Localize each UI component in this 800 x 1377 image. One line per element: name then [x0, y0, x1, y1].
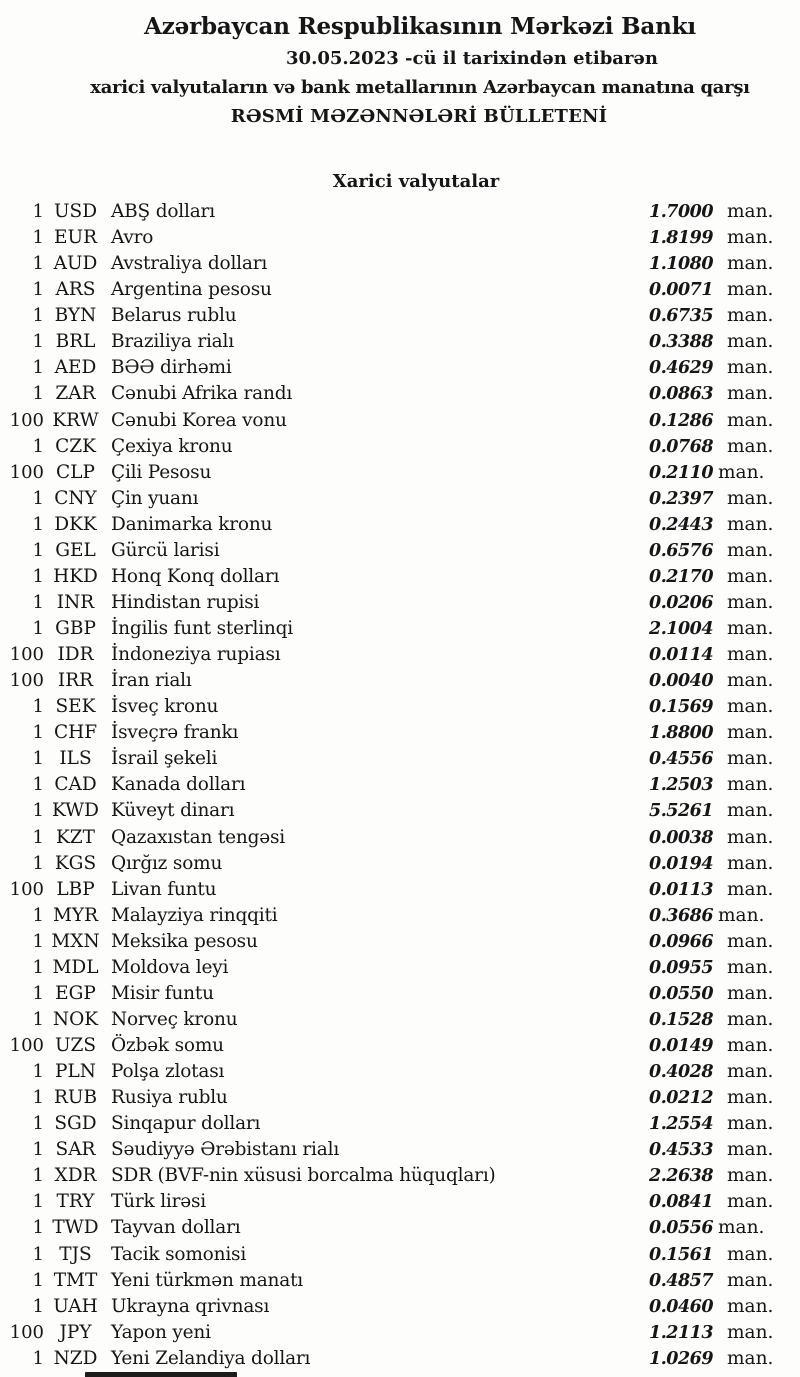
quantity: 1	[32, 1295, 44, 1317]
currency-code: NOK	[52, 1008, 99, 1030]
table-row	[0, 955, 800, 981]
currency-code: GBP	[55, 618, 96, 639]
table-row	[0, 1242, 800, 1268]
quantity: 100	[9, 1321, 44, 1343]
unit-label: man.	[718, 1217, 765, 1239]
effective-date-line: 30.05.2023 -cü il tarixindən etibarən	[286, 48, 658, 69]
rate-value: 1.2554	[649, 1114, 713, 1135]
table-row	[0, 1320, 800, 1346]
table-row	[0, 772, 800, 798]
table-row	[0, 303, 800, 329]
unit-label: man.	[727, 982, 774, 1004]
table-row	[0, 225, 800, 251]
table-row	[0, 903, 800, 929]
unit-label: man.	[727, 930, 774, 952]
currency-code: KZT	[55, 826, 95, 848]
unit-label: man.	[727, 1139, 774, 1161]
currency-name: İsveçrə frankı	[111, 722, 239, 744]
section-title-foreign-currencies: Xarici valyutalar	[332, 171, 500, 192]
quantity: 1	[32, 748, 44, 770]
currency-code: AUD	[53, 253, 98, 275]
bulletin-title: RƏSMİ MƏZƏNNƏLƏRİ BÜLLETENİ	[230, 106, 608, 127]
currency-code: TRY	[56, 1191, 95, 1213]
rate-value: 0.3388	[649, 332, 713, 353]
unit-label: man.	[727, 383, 774, 405]
currency-code: CHF	[53, 722, 98, 744]
currency-name: Çili Pesosu	[111, 461, 212, 483]
quantity: 100	[9, 409, 44, 431]
currency-code: USD	[53, 201, 98, 222]
quantity: 1	[32, 227, 44, 249]
table-row	[0, 1033, 800, 1059]
quantity: 1	[32, 539, 44, 561]
currency-code: RUB	[53, 1087, 98, 1109]
currency-code: IDR	[57, 644, 94, 666]
cutoff-next-row-artifact	[85, 1372, 237, 1377]
unit-label: man.	[727, 1165, 774, 1187]
rate-value: 2.1004	[649, 619, 713, 639]
currency-name: Belarus rublu	[111, 305, 237, 327]
unit-label: man.	[727, 591, 774, 613]
rate-value: 0.0841	[649, 1192, 713, 1213]
currency-name: İran rialı	[111, 670, 192, 692]
unit-label: man.	[727, 1087, 774, 1109]
currency-code: EUR	[53, 227, 98, 249]
quantity: 1	[32, 800, 44, 822]
table-row	[0, 1346, 800, 1372]
rate-value: 5.5261	[649, 801, 713, 822]
table-row	[0, 329, 800, 355]
rate-value: 2.2638	[649, 1166, 713, 1187]
quantity: 1	[32, 565, 44, 587]
rate-value: 0.2397	[649, 488, 713, 509]
currency-code: ILS	[59, 748, 92, 770]
table-row	[0, 381, 800, 407]
quantity: 100	[9, 670, 44, 692]
currency-code: BYN	[54, 305, 97, 327]
unit-label: man.	[727, 1295, 774, 1317]
rate-value: 0.2443	[649, 514, 713, 535]
currency-code: MXN	[51, 930, 100, 952]
rate-value: 1.2113	[649, 1322, 713, 1343]
rate-value: 0.0768	[649, 436, 713, 457]
unit-label: man.	[727, 1061, 774, 1083]
unit-label: man.	[727, 1113, 774, 1135]
quantity: 1	[32, 696, 44, 718]
currency-name: Cənubi Afrika randı	[111, 383, 293, 405]
rate-value: 0.0955	[649, 957, 713, 978]
currency-code: PLN	[55, 1061, 96, 1083]
quantity: 1	[32, 904, 44, 926]
currency-code: XDR	[54, 1165, 97, 1187]
quantity: 1	[32, 826, 44, 848]
currency-name: Honq Konq dolları	[111, 565, 280, 587]
currency-name: İsrail şekeli	[111, 748, 218, 770]
currency-code: IRR	[57, 670, 94, 692]
unit-label: man.	[727, 227, 774, 249]
currency-code: BRL	[55, 331, 96, 353]
quantity: 100	[9, 878, 44, 900]
table-row	[0, 199, 800, 225]
quantity: 1	[32, 487, 44, 509]
currency-code: HKD	[53, 565, 98, 587]
quantity: 1	[32, 774, 44, 796]
table-row	[0, 668, 800, 694]
quantity: 1	[32, 1243, 44, 1265]
currency-code: CZK	[55, 435, 96, 457]
table-row	[0, 277, 800, 303]
currency-name: Argentina pesosu	[111, 279, 272, 301]
unit-label: man.	[727, 1191, 774, 1213]
currency-code: JPY	[59, 1321, 92, 1343]
rate-value: 0.4857	[649, 1270, 713, 1291]
quantity: 1	[32, 1087, 44, 1109]
unit-label: man.	[727, 748, 774, 770]
table-row	[0, 512, 800, 538]
currency-code: SEK	[55, 696, 96, 718]
currency-name: Malayziya rinqqiti	[111, 904, 278, 926]
rate-value: 0.0966	[649, 931, 713, 952]
table-row	[0, 486, 800, 512]
rate-value: 0.0212	[649, 1088, 713, 1109]
unit-label: man.	[718, 904, 765, 926]
unit-label: man.	[727, 1035, 774, 1056]
quantity: 1	[32, 383, 44, 405]
quantity: 1	[32, 618, 44, 639]
currency-name: Meksika pesosu	[111, 930, 258, 952]
rate-value: 0.0114	[649, 645, 713, 666]
currency-code: SAR	[55, 1139, 96, 1161]
currency-name: İndoneziya rupiası	[111, 644, 281, 666]
unit-label: man.	[727, 1269, 774, 1291]
table-row	[0, 720, 800, 746]
currency-code: TJS	[59, 1243, 92, 1265]
table-row	[0, 1137, 800, 1163]
unit-label: man.	[718, 461, 765, 483]
rates-table	[0, 199, 800, 1372]
currency-code: KWD	[51, 800, 99, 822]
currency-name: Qazaxıstan tengəsi	[111, 826, 285, 848]
currency-code: TMT	[53, 1269, 98, 1291]
rate-value: 1.2503	[649, 775, 713, 796]
currency-name: Yeni türkmən manatı	[111, 1269, 304, 1291]
currency-name: Misir funtu	[111, 982, 214, 1004]
currency-name: Braziliya rialı	[111, 331, 234, 353]
unit-label: man.	[727, 435, 774, 457]
unit-label: man.	[727, 279, 774, 301]
currency-name: Ukrayna qrivnası	[111, 1295, 270, 1317]
currency-name: Gürcü larisi	[111, 539, 220, 561]
quantity: 1	[32, 357, 44, 379]
unit-label: man.	[727, 1321, 774, 1343]
rate-value: 1.8199	[649, 228, 713, 249]
table-row	[0, 1111, 800, 1137]
currency-code: KGS	[54, 852, 97, 874]
unit-label: man.	[727, 1008, 774, 1030]
quantity: 1	[32, 982, 44, 1004]
quantity: 1	[32, 1113, 44, 1135]
currency-name: Avstraliya dolları	[111, 253, 268, 275]
currency-name: Cənubi Korea vonu	[111, 409, 287, 431]
rate-value: 0.4533	[649, 1140, 713, 1161]
bank-title: Azərbaycan Respublikasının Mərkəzi Bankı	[144, 13, 696, 40]
table-row	[0, 877, 800, 903]
quantity: 100	[9, 1035, 44, 1056]
quantity: 1	[32, 852, 44, 874]
currency-code: UZS	[54, 1035, 97, 1056]
rate-value: 0.0038	[649, 827, 713, 848]
table-row	[0, 538, 800, 564]
table-row	[0, 1294, 800, 1320]
currency-name: Yeni Zelandiya dolları	[111, 1347, 311, 1369]
rate-value: 0.1286	[649, 410, 713, 431]
quantity: 1	[32, 1165, 44, 1187]
currency-name: Küveyt dinarı	[111, 800, 235, 822]
quantity: 1	[32, 1191, 44, 1213]
unit-label: man.	[727, 305, 774, 327]
unit-label: man.	[727, 1347, 774, 1369]
currency-name: BƏƏ dirhəmi	[111, 357, 232, 379]
unit-label: man.	[727, 644, 774, 666]
table-row	[0, 408, 800, 434]
rate-value: 0.4629	[649, 358, 713, 379]
table-row	[0, 1268, 800, 1294]
currency-name: Danimarka kronu	[111, 513, 273, 535]
quantity: 1	[32, 1061, 44, 1083]
rate-value: 0.2170	[649, 566, 713, 587]
rate-value: 0.0460	[649, 1296, 713, 1317]
table-row	[0, 1189, 800, 1215]
table-row	[0, 1085, 800, 1111]
currency-name: Hindistan rupisi	[111, 591, 260, 613]
unit-label: man.	[727, 201, 774, 222]
currency-code: ZAR	[55, 383, 96, 405]
unit-label: man.	[727, 670, 774, 692]
table-row	[0, 564, 800, 590]
currency-code: GEL	[55, 539, 96, 561]
currency-name: Norveç kronu	[111, 1008, 238, 1030]
currency-name: İngilis funt sterlinqi	[111, 618, 294, 639]
quantity: 1	[32, 253, 44, 275]
table-row	[0, 590, 800, 616]
currency-name: İsveç kronu	[111, 696, 219, 718]
table-row	[0, 251, 800, 277]
rate-value: 0.4028	[649, 1062, 713, 1083]
currency-name: Özbək somu	[111, 1035, 224, 1056]
quantity: 1	[32, 513, 44, 535]
unit-label: man.	[727, 1243, 774, 1265]
currency-code: CNY	[54, 487, 97, 509]
unit-label: man.	[727, 513, 774, 535]
currency-code: AED	[54, 357, 97, 379]
rate-value: 0.6576	[649, 540, 713, 561]
currency-name: Moldova leyi	[111, 956, 229, 978]
quantity: 1	[32, 331, 44, 353]
unit-label: man.	[727, 800, 774, 822]
table-row	[0, 1059, 800, 1085]
currency-name: Qırğız somu	[111, 852, 223, 874]
unit-label: man.	[727, 956, 774, 978]
rate-value: 1.1080	[649, 254, 713, 275]
quantity: 1	[32, 1139, 44, 1161]
currency-name: Tacik somonisi	[111, 1243, 247, 1265]
table-row	[0, 981, 800, 1007]
unit-label: man.	[727, 253, 774, 275]
rate-value: 0.2110	[649, 462, 713, 483]
currency-code: INR	[56, 591, 95, 613]
unit-label: man.	[727, 331, 774, 353]
table-row	[0, 1007, 800, 1033]
currency-name: ABŞ dolları	[111, 201, 215, 222]
quantity: 1	[32, 1008, 44, 1030]
rate-value: 0.4556	[649, 749, 713, 770]
rate-value: 0.6735	[649, 306, 713, 327]
rate-value: 0.0206	[649, 592, 713, 613]
rate-value: 0.1528	[649, 1009, 713, 1030]
rate-value: 1.7000	[649, 202, 713, 222]
table-row	[0, 434, 800, 460]
rate-value: 0.0149	[649, 1036, 713, 1056]
currency-code: CAD	[54, 774, 97, 796]
quantity: 100	[9, 644, 44, 666]
currency-code: MDL	[52, 956, 99, 978]
unit-label: man.	[727, 722, 774, 744]
currency-name: Kanada dolları	[111, 774, 246, 796]
rate-value: 0.3686	[649, 905, 713, 926]
unit-label: man.	[727, 852, 774, 874]
currency-code: DKK	[54, 513, 97, 535]
table-row	[0, 851, 800, 877]
currency-code: EGP	[55, 982, 96, 1004]
currency-code: UAH	[53, 1295, 98, 1317]
currency-name: Tayvan dolları	[111, 1217, 241, 1239]
rate-value: 0.0113	[649, 879, 713, 900]
currency-name: Sinqapur dolları	[111, 1113, 261, 1135]
table-row	[0, 1163, 800, 1189]
unit-label: man.	[727, 826, 774, 848]
currency-name: Çin yuanı	[111, 487, 199, 509]
currency-code: LBP	[56, 878, 95, 900]
quantity: 1	[32, 279, 44, 301]
table-row	[0, 798, 800, 824]
table-row	[0, 355, 800, 381]
currency-name: Yapon yeni	[111, 1321, 211, 1343]
unit-label: man.	[727, 878, 774, 900]
table-row	[0, 1215, 800, 1241]
currency-name: Avro	[111, 227, 154, 249]
quantity: 1	[32, 1269, 44, 1291]
unit-label: man.	[727, 774, 774, 796]
unit-label: man.	[727, 696, 774, 718]
table-row	[0, 825, 800, 851]
rate-value: 0.1569	[649, 697, 713, 718]
table-row	[0, 929, 800, 955]
table-row	[0, 460, 800, 486]
quantity: 1	[32, 591, 44, 613]
table-row	[0, 746, 800, 772]
currency-code: NZD	[53, 1347, 98, 1369]
currency-name: SDR (BVF-nin xüsusi borcalma hüquqları)	[111, 1165, 496, 1187]
quantity: 1	[32, 1347, 44, 1369]
table-row	[0, 642, 800, 668]
quantity: 1	[32, 305, 44, 327]
quantity: 1	[32, 722, 44, 744]
currency-code: KRW	[52, 409, 99, 431]
currency-name: Səudiyyə Ərəbistanı rialı	[111, 1139, 340, 1161]
currency-name: Türk lirəsi	[111, 1191, 207, 1213]
unit-label: man.	[727, 357, 774, 379]
rate-value: 0.1561	[649, 1244, 713, 1265]
currency-name: Rusiya rublu	[111, 1087, 228, 1109]
rate-value: 1.0269	[649, 1348, 713, 1369]
currency-name: Çexiya kronu	[111, 435, 233, 457]
unit-label: man.	[727, 539, 774, 561]
quantity: 1	[32, 1217, 44, 1239]
rate-value: 0.0071	[649, 280, 713, 301]
unit-label: man.	[727, 487, 774, 509]
rate-value: 0.0556	[649, 1218, 713, 1239]
quantity: 1	[32, 435, 44, 457]
unit-label: man.	[727, 409, 774, 431]
currency-name: Polşa zlotası	[111, 1061, 225, 1083]
currency-code: TWD	[52, 1217, 99, 1239]
quantity: 1	[32, 201, 44, 222]
currency-code: ARS	[55, 279, 96, 301]
currency-code: MYR	[52, 904, 99, 926]
rate-value: 0.0194	[649, 853, 713, 874]
quantity: 100	[9, 461, 44, 483]
quantity: 1	[32, 956, 44, 978]
rate-value: 0.0550	[649, 983, 713, 1004]
unit-label: man.	[727, 565, 774, 587]
quantity: 1	[32, 930, 44, 952]
currency-code: SGD	[54, 1113, 97, 1135]
unit-label: man.	[727, 618, 774, 639]
rate-value: 0.0863	[649, 384, 713, 405]
table-row	[0, 694, 800, 720]
currency-name: Livan funtu	[111, 878, 217, 900]
currency-code: CLP	[56, 461, 95, 483]
table-row	[0, 616, 800, 642]
rate-value: 1.8800	[649, 723, 713, 744]
bulletin-header	[0, 0, 800, 131]
subject-line: xarici valyutaların və bank metallarının Azərbaycan manatına qarşı	[90, 77, 750, 98]
rate-value: 0.0040	[649, 671, 713, 692]
